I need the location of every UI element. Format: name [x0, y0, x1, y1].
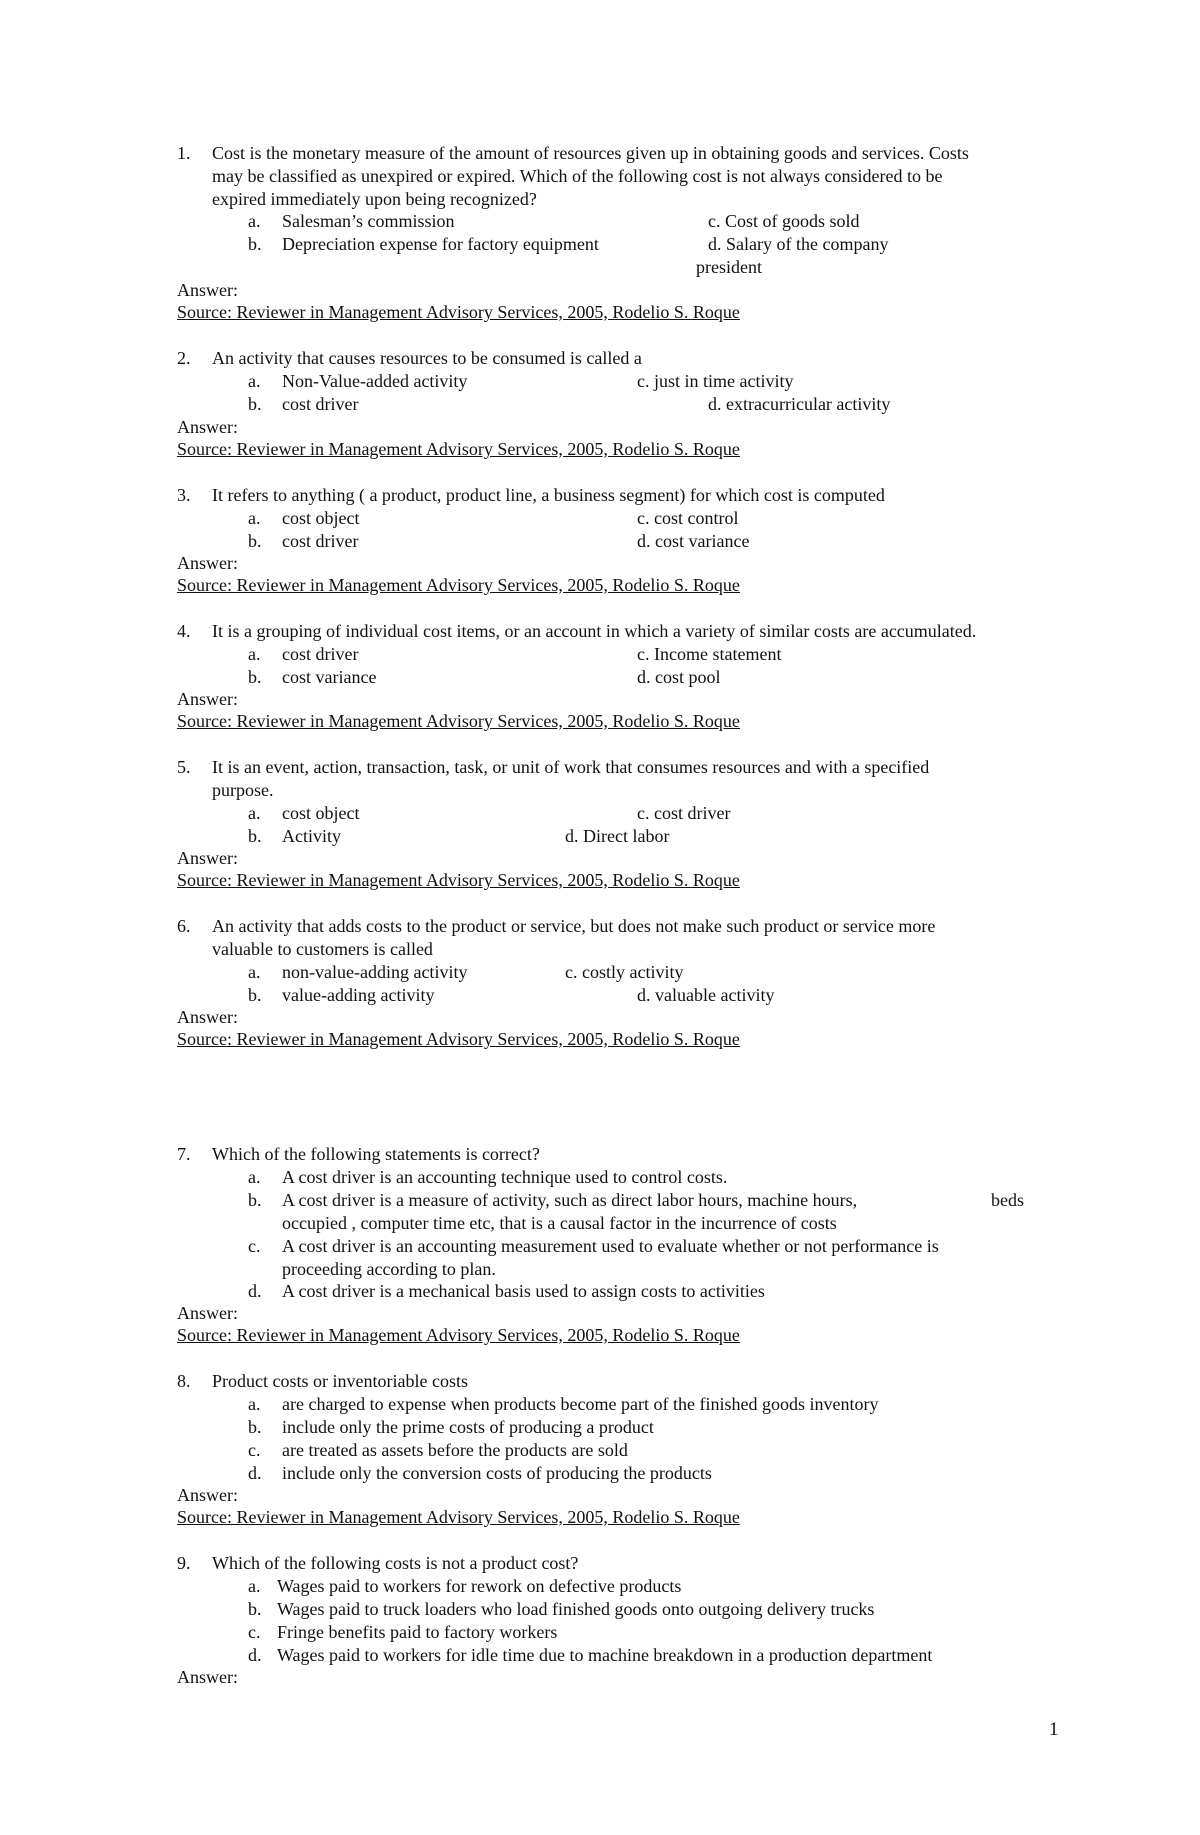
q1-stem-line2: may be classified as unexpired or expired. Which of the following cost is not always considered to be [212, 166, 943, 186]
q5-source: Source: Reviewer in Management Advisory Services, 2005, Rodelio S. Roque [177, 870, 740, 890]
q9-option-a-letter: a. [248, 1576, 261, 1596]
page-number: 1 [1049, 1719, 1059, 1740]
q5-stem-line1: It is an event, action, transaction, task, or unit of work that consumes resources and with a specified [212, 757, 930, 777]
q7-option-a-letter: a. [248, 1167, 261, 1187]
q5-answer: Answer: [177, 848, 238, 868]
q9-option-d-letter: d. [248, 1645, 262, 1665]
q1-number: 1. [177, 143, 191, 163]
q8-option-d-letter: d. [248, 1463, 262, 1483]
q8-stem-line1: Product costs or inventoriable costs [212, 1371, 468, 1391]
q2-option-b-letter: b. [248, 394, 262, 414]
q2-source: Source: Reviewer in Management Advisory Services, 2005, Rodelio S. Roque [177, 439, 740, 459]
q7-option-b-letter: b. [248, 1190, 262, 1210]
q9-option-b-letter: b. [248, 1599, 262, 1619]
q2-option-b-text: cost driver [282, 394, 359, 414]
q8-source: Source: Reviewer in Management Advisory Services, 2005, Rodelio S. Roque [177, 1507, 740, 1527]
q7-option-c-continued: proceeding according to plan. [282, 1259, 496, 1279]
q3-source: Source: Reviewer in Management Advisory Services, 2005, Rodelio S. Roque [177, 575, 740, 595]
q6-option-d: d. valuable activity [637, 985, 775, 1005]
q3-number: 3. [177, 485, 191, 505]
q8-option-c-letter: c. [248, 1440, 261, 1460]
q7-answer: Answer: [177, 1303, 238, 1323]
q3-answer: Answer: [177, 553, 238, 573]
q2-stem-line1: An activity that causes resources to be consumed is called a [212, 348, 642, 368]
q6-option-b-text: value-adding activity [282, 985, 435, 1005]
q7-option-d-text: A cost driver is a mechanical basis used to assign costs to activities [282, 1281, 765, 1301]
q5-option-b-letter: b. [248, 826, 262, 846]
q8-number: 8. [177, 1371, 191, 1391]
q1-option-b-text: Depreciation expense for factory equipment [282, 234, 599, 254]
q5-option-d: d. Direct labor [565, 826, 670, 846]
q4-option-b-letter: b. [248, 667, 262, 687]
q9-answer: Answer: [177, 1667, 238, 1687]
q6-answer: Answer: [177, 1007, 238, 1027]
q3-option-a-letter: a. [248, 508, 261, 528]
q4-option-a-letter: a. [248, 644, 261, 664]
q4-option-b-text: cost variance [282, 667, 377, 687]
q6-stem-line2: valuable to customers is called [212, 939, 433, 959]
q6-option-a-letter: a. [248, 962, 261, 982]
q8-option-d-text: include only the conversion costs of producing the products [282, 1463, 712, 1483]
q3-option-b-text: cost driver [282, 531, 359, 551]
q8-answer: Answer: [177, 1485, 238, 1505]
q2-number: 2. [177, 348, 191, 368]
q8-option-b-letter: b. [248, 1417, 262, 1437]
q5-stem-line2: purpose. [212, 780, 274, 800]
q1-option-d: d. Salary of the company [708, 234, 889, 254]
q3-stem-line1: It refers to anything ( a product, product line, a business segment) for which cost is computed [212, 485, 885, 505]
q7-option-c-letter: c. [248, 1236, 261, 1256]
q2-option-a-text: Non-Value-added activity [282, 371, 468, 391]
q5-number: 5. [177, 757, 191, 777]
q7-option-b-text: A cost driver is a measure of activity, such as direct labor hours, machine hours, [282, 1190, 858, 1210]
q7-stem-line1: Which of the following statements is correct? [212, 1144, 540, 1164]
q6-number: 6. [177, 916, 191, 936]
q1-option-b-letter: b. [248, 234, 262, 254]
q1-stem-line3: expired immediately upon being recognized? [212, 189, 537, 209]
q3-option-b-letter: b. [248, 531, 262, 551]
q1-option-a-letter: a. [248, 211, 261, 231]
q1-source: Source: Reviewer in Management Advisory Services, 2005, Rodelio S. Roque [177, 302, 740, 322]
q9-number: 9. [177, 1553, 191, 1573]
q1-stem-line1: Cost is the monetary measure of the amount of resources given up in obtaining goods and services. Costs [212, 143, 969, 163]
q4-answer: Answer: [177, 689, 238, 709]
q7-option-b-continued: occupied , computer time etc, that is a causal factor in the incurrence of costs [282, 1213, 837, 1233]
q2-option-a-letter: a. [248, 371, 261, 391]
q9-option-c-text: Fringe benefits paid to factory workers [277, 1622, 558, 1642]
q1-option-d-continued: president [696, 257, 762, 277]
q7-option-b-tail: beds [991, 1190, 1024, 1210]
q5-option-c: c. cost driver [637, 803, 731, 823]
q6-source: Source: Reviewer in Management Advisory Services, 2005, Rodelio S. Roque [177, 1029, 740, 1049]
q3-option-d: d. cost variance [637, 531, 750, 551]
q6-stem-line1: An activity that adds costs to the product or service, but does not make such product or service more [212, 916, 936, 936]
q7-option-a-text: A cost driver is an accounting technique used to control costs. [282, 1167, 728, 1187]
q9-option-d-text: Wages paid to workers for idle time due to machine breakdown in a production department [277, 1645, 933, 1665]
q2-option-c: c. just in time activity [637, 371, 794, 391]
q7-number: 7. [177, 1144, 191, 1164]
q4-source: Source: Reviewer in Management Advisory Services, 2005, Rodelio S. Roque [177, 711, 740, 731]
q3-option-a-text: cost object [282, 508, 360, 528]
q8-option-a-letter: a. [248, 1394, 261, 1414]
q4-number: 4. [177, 621, 191, 641]
q8-option-c-text: are treated as assets before the products are sold [282, 1440, 628, 1460]
q6-option-c: c. costly activity [565, 962, 684, 982]
q1-answer: Answer: [177, 280, 238, 300]
q4-stem-line1: It is a grouping of individual cost items, or an account in which a variety of similar costs are accumulated. [212, 621, 977, 641]
q4-option-a-text: cost driver [282, 644, 359, 664]
q7-option-d-letter: d. [248, 1281, 262, 1301]
q5-option-a-letter: a. [248, 803, 261, 823]
q2-option-d: d. extracurricular activity [708, 394, 891, 414]
q4-option-c: c. Income statement [637, 644, 782, 664]
q7-option-c-text: A cost driver is an accounting measurement used to evaluate whether or not performance is [282, 1236, 939, 1256]
q6-option-a-text: non-value-adding activity [282, 962, 468, 982]
q8-option-b-text: include only the prime costs of producing a product [282, 1417, 654, 1437]
q9-stem-line1: Which of the following costs is not a product cost? [212, 1553, 579, 1573]
q6-option-b-letter: b. [248, 985, 262, 1005]
q5-option-b-text: Activity [282, 826, 341, 846]
q5-option-a-text: cost object [282, 803, 360, 823]
q9-option-a-text: Wages paid to workers for rework on defective products [277, 1576, 682, 1596]
q9-option-b-text: Wages paid to truck loaders who load finished goods onto outgoing delivery trucks [277, 1599, 875, 1619]
q3-option-c: c. cost control [637, 508, 739, 528]
q8-option-a-text: are charged to expense when products become part of the finished goods inventory [282, 1394, 879, 1414]
q7-source: Source: Reviewer in Management Advisory Services, 2005, Rodelio S. Roque [177, 1325, 740, 1345]
q1-option-a-text: Salesman’s commission [282, 211, 455, 231]
q2-answer: Answer: [177, 417, 238, 437]
q9-option-c-letter: c. [248, 1622, 261, 1642]
q4-option-d: d. cost pool [637, 667, 721, 687]
q1-option-c: c. Cost of goods sold [708, 211, 860, 231]
